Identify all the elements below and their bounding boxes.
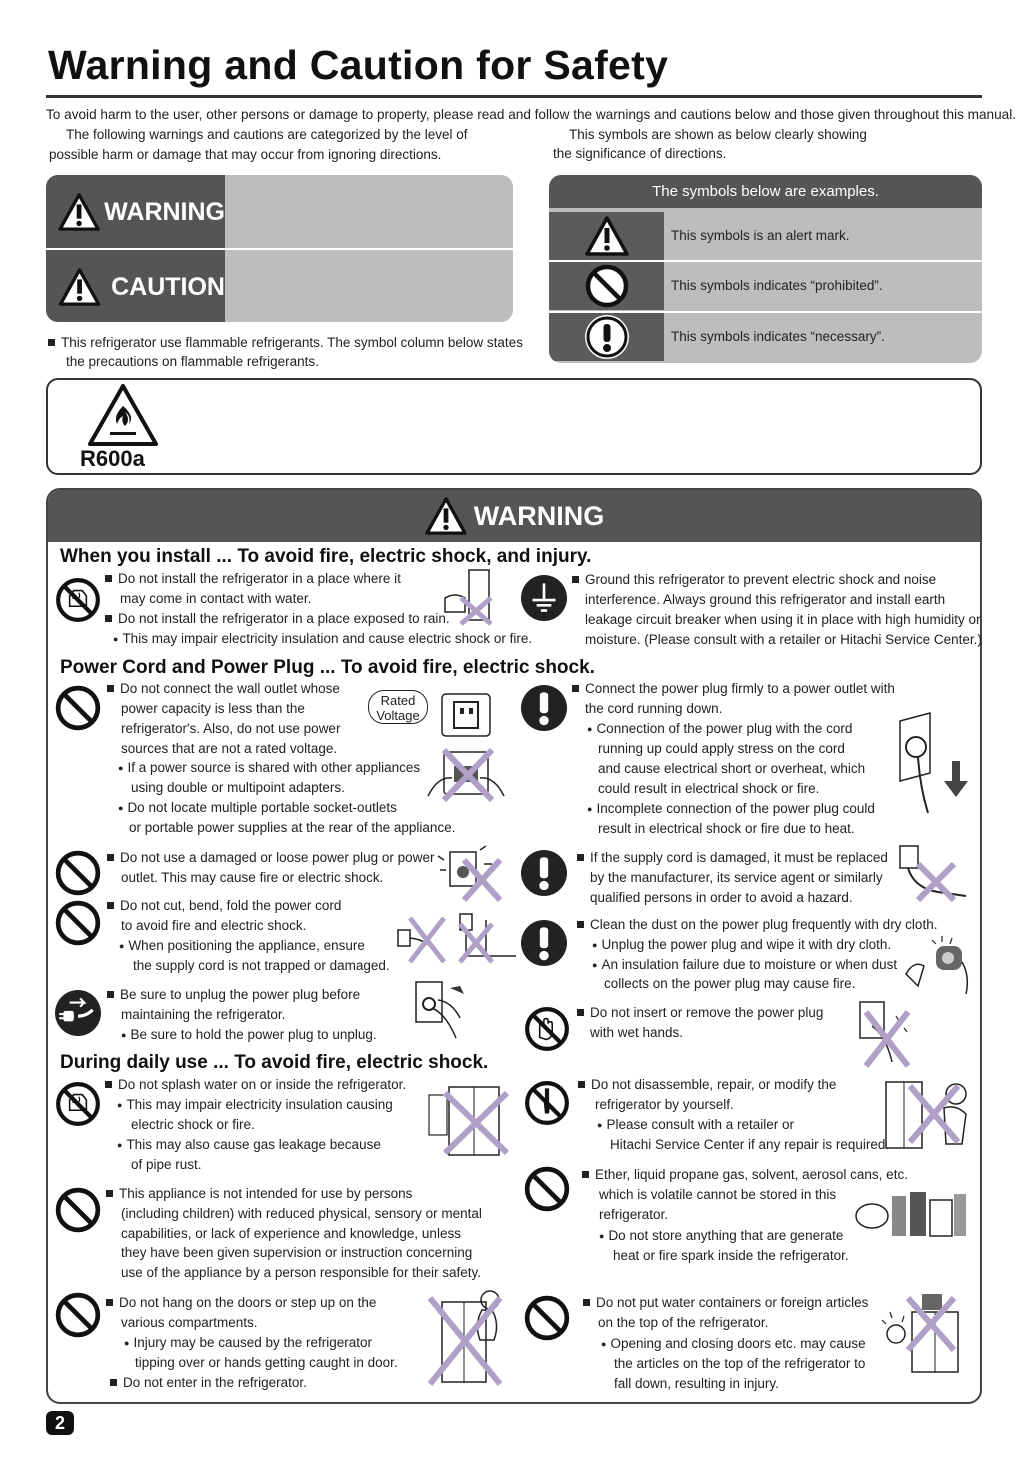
power-item-text: Do not connect the wall outlet whose (107, 679, 340, 699)
alert-text: This symbols is an alert mark. (671, 228, 850, 243)
flammable-refrigerant-box (46, 378, 982, 475)
daily-item-text: Hitachi Service Center if any repair is required. (610, 1137, 890, 1152)
prohibited-icon (55, 1187, 101, 1233)
install-item-text: Do not install the refrigerator in a place where it (105, 569, 401, 589)
intro-left-2: possible harm or damage that may occur from ignoring directions. (49, 147, 442, 162)
install-item-text: leakage circuit breaker when using it in place with high humidity or (585, 612, 981, 627)
power-item-text: running up could apply stress on the cord (598, 741, 845, 756)
daily-item-text: of pipe rust. (131, 1157, 202, 1172)
caution-level-label (46, 250, 225, 322)
daily-heading: During daily use ... To avoid fire, electric shock. (60, 1052, 489, 1073)
falling-articles-illustration (878, 1290, 970, 1374)
warning-triangle-icon (424, 496, 468, 536)
power-item-text: and cause electrical short or overheat, which (598, 761, 866, 776)
power-item-text: could result in electrical shock or fire. (598, 781, 820, 796)
power-item-text: the supply cord is not trapped or damaged. (133, 958, 390, 973)
power-item-text: power capacity is less than the (121, 701, 305, 716)
power-item-text: or portable power supplies at the rear of the appliance. (129, 820, 456, 835)
hazard-levels-panel (46, 175, 513, 322)
power-item-text: Do not insert or remove the power plug (577, 1003, 823, 1023)
install-item-text: Ground this refrigerator to prevent electric shock and noise (572, 570, 936, 590)
power-item-text: collects on the power plug may cause fire. (604, 976, 856, 991)
daily-item-text: ● This may also cause gas leakage because (117, 1135, 381, 1155)
daily-item-text: on the top of the refrigerator. (598, 1315, 769, 1330)
warning-section-title: WARNING (473, 500, 605, 531)
water-splash-illustration (425, 1075, 515, 1159)
outlet-illustration (440, 692, 492, 738)
power-item-text: by the manufacturer, its service agent or similarly (590, 870, 883, 885)
necessary-icon (521, 920, 567, 966)
unplug-icon (55, 990, 101, 1036)
power-item-text: ● Connection of the power plug with the cord (587, 719, 852, 739)
intro-left-1: The following warnings and cautions are categorized by the level of (66, 127, 468, 142)
unplug-hand-illustration (412, 978, 478, 1048)
daily-item-text: Ether, liquid propane gas, solvent, aerosol cans, etc. (582, 1165, 908, 1185)
daily-item-text: ● Do not store anything that are generate (599, 1226, 843, 1246)
intro-right-1: This symbols are shown as below clearly showing (569, 127, 867, 142)
clean-plug-illustration (902, 934, 974, 996)
volatile-cans-illustration (852, 1186, 970, 1240)
install-item-text: ● This may impair electricity insulation and cause electric shock or fire. (113, 629, 532, 649)
flammable-note-1: This refrigerator use flammable refrigerants. The symbol column below states (48, 333, 523, 353)
power-item-text: ● Do not locate multiple portable socket-outlets (118, 798, 397, 818)
power-item-text: refrigerator's. Also, do not use power (121, 721, 341, 736)
alert-mark-icon (584, 215, 630, 257)
flammable-note-2: the precautions on flammable refrigerants. (66, 354, 319, 369)
alert-row (549, 212, 982, 260)
warning-triangle-icon (58, 192, 100, 232)
necessary-text: This symbols indicates “necessary”. (671, 329, 885, 344)
daily-item-text: capabilities, or lack of experience and knowledge, unless (121, 1226, 461, 1241)
ground-icon (521, 575, 567, 621)
prohibited-icon (55, 1292, 101, 1338)
necessary-icon (521, 850, 567, 896)
power-item-text: Do not cut, bend, fold the power cord (107, 896, 341, 916)
intro-right-2: the significance of directions. (553, 146, 727, 161)
power-heading: Power Cord and Power Plug ... To avoid fire, electric shock. (60, 657, 595, 678)
power-item-text: ● When positioning the appliance, ensure (119, 936, 365, 956)
daily-item-text: Do not put water containers or foreign articles (583, 1293, 868, 1313)
prohibited-icon (55, 685, 101, 731)
daily-item-text: various compartments. (121, 1315, 258, 1330)
daily-item-text: Do not disassemble, repair, or modify the (578, 1075, 836, 1095)
install-item-text: moisture. (Please consult with a retailer or Hitachi Service Center.) (585, 632, 982, 647)
multi-adapter-illustration (424, 746, 508, 806)
rated-label: Rated (380, 693, 416, 708)
power-item-text: ● Be sure to hold the power plug to unplug. (121, 1025, 377, 1045)
page-number: 2 (46, 1411, 74, 1435)
prohibited-row (549, 262, 982, 310)
daily-item-text: ● Please consult with a retailer or (597, 1115, 794, 1135)
warning-section-header (48, 490, 980, 542)
install-item-text: interference. Always ground this refrigerator and install earth (585, 592, 946, 607)
caution-triangle-icon (58, 267, 101, 307)
warning-level-label (46, 175, 225, 249)
power-item-text: If the supply cord is damaged, it must be replaced (577, 848, 888, 868)
no-disassembly-icon (524, 1080, 570, 1126)
necessary-icon (521, 685, 567, 731)
power-item-text: Clean the dust on the power plug frequently with dry cloth. (577, 915, 937, 935)
daily-item-text: (including children) with reduced physical, sensory or mental (121, 1206, 482, 1221)
no-water-icon (55, 1081, 101, 1127)
prohibited-icon (524, 1295, 570, 1341)
power-item-text: with wet hands. (590, 1025, 684, 1040)
daily-item-text: which is volatile cannot be stored in this (599, 1187, 837, 1202)
power-item-text: the cord running down. (585, 701, 723, 716)
necessary-row (549, 313, 982, 361)
no-water-icon (55, 577, 101, 623)
no-wet-hands-icon (524, 1006, 570, 1052)
damaged-cord-illustration (894, 842, 970, 906)
prohibited-icon (585, 264, 629, 308)
caution-level-text: CAUTION (111, 272, 225, 301)
daily-item-text: the articles on the top of the refrigerator to (614, 1356, 866, 1371)
necessary-icon (585, 315, 629, 359)
damaged-plug-illustration (430, 842, 506, 906)
daily-item-text: refrigerator. (599, 1207, 669, 1222)
title-rule (46, 95, 982, 98)
daily-item-text: Do not enter in the refrigerator. (110, 1373, 307, 1393)
power-item-text: ● Unplug the power plug and wipe it with dry cloth. (592, 935, 891, 955)
power-item-text: outlet. This may cause fire or electric shock. (121, 870, 384, 885)
symbol-examples-header: The symbols below are examples. (549, 175, 982, 208)
symbol-examples-panel (549, 175, 982, 363)
warning-level-text: WARNING (104, 197, 225, 226)
prohibited-icon (55, 900, 101, 946)
rated-voltage-bubble (368, 690, 428, 724)
rain-outlet-illustration (441, 568, 497, 626)
intro-line: To avoid harm to the user, other persons or damage to property, please read and follow the warnings and cautions below and those given throughout this manual. (46, 107, 1017, 122)
power-item-text: Be sure to unplug the power plug before (107, 985, 360, 1005)
power-item-text: ● Incomplete connection of the power plug could (587, 799, 875, 819)
prohibited-text: This symbols indicates “prohibited”. (671, 278, 883, 293)
power-item-text: using double or multipoint adapters. (131, 780, 345, 795)
daily-item-text: ● This may impair electricity insulation causing (117, 1095, 393, 1115)
daily-item-text: Do not hang on the doors or step up on the (106, 1293, 376, 1313)
power-item-text: ● If a power source is shared with other appliances (118, 758, 420, 778)
cord-bend-illustration (394, 910, 518, 968)
repair-person-illustration (880, 1072, 972, 1156)
daily-item-text: refrigerator by yourself. (595, 1097, 734, 1112)
daily-item-text: fall down, resulting in injury. (614, 1376, 779, 1391)
flammable-triangle-icon (86, 382, 160, 448)
voltage-label: Voltage (376, 708, 420, 723)
daily-item-text: Do not splash water on or inside the refrigerator. (105, 1075, 406, 1095)
power-item-text: ● An insulation failure due to moisture or when dust (592, 955, 897, 975)
daily-item-text: ● Opening and closing doors etc. may cause (601, 1334, 866, 1354)
daily-item-text: tipping over or hands getting caught in door. (135, 1355, 398, 1370)
child-climbing-illustration (420, 1288, 512, 1388)
daily-item-text: they have been given supervision or instruction concerning (121, 1245, 473, 1260)
power-item-text: Do not use a damaged or loose power plug or power (107, 848, 434, 868)
daily-item-text: ● Injury may be caused by the refrigerator (124, 1333, 372, 1353)
prohibited-icon (524, 1166, 570, 1212)
install-item-text: Do not install the refrigerator in a place exposed to rain. (105, 609, 450, 629)
prohibited-icon (55, 850, 101, 896)
install-item-text: may come in contact with water. (120, 591, 312, 606)
power-item-text: result in electrical shock or fire due to heat. (598, 821, 855, 836)
power-item-text: Connect the power plug firmly to a power outlet with (572, 679, 895, 699)
page-title: Warning and Caution for Safety (48, 42, 669, 88)
power-item-text: to avoid fire and electric shock. (121, 918, 307, 933)
install-heading: When you install ... To avoid fire, electric shock, and injury. (60, 546, 592, 567)
daily-item-text: use of the appliance by a person responsible for their safety. (121, 1265, 481, 1280)
daily-item-text: This appliance is not intended for use by persons (106, 1184, 412, 1204)
plug-cord-down-illustration (896, 711, 970, 815)
power-item-text: qualified persons in order to avoid a hazard. (590, 890, 853, 905)
power-item-text: sources that are not a rated voltage. (121, 741, 338, 756)
power-item-text: maintaining the refrigerator. (121, 1007, 286, 1022)
daily-item-text: electric shock or fire. (131, 1117, 255, 1132)
daily-item-text: heat or fire spark inside the refrigerator. (613, 1248, 849, 1263)
wet-hand-plug-illustration (856, 998, 916, 1070)
refrigerant-code: R600a (80, 446, 145, 471)
